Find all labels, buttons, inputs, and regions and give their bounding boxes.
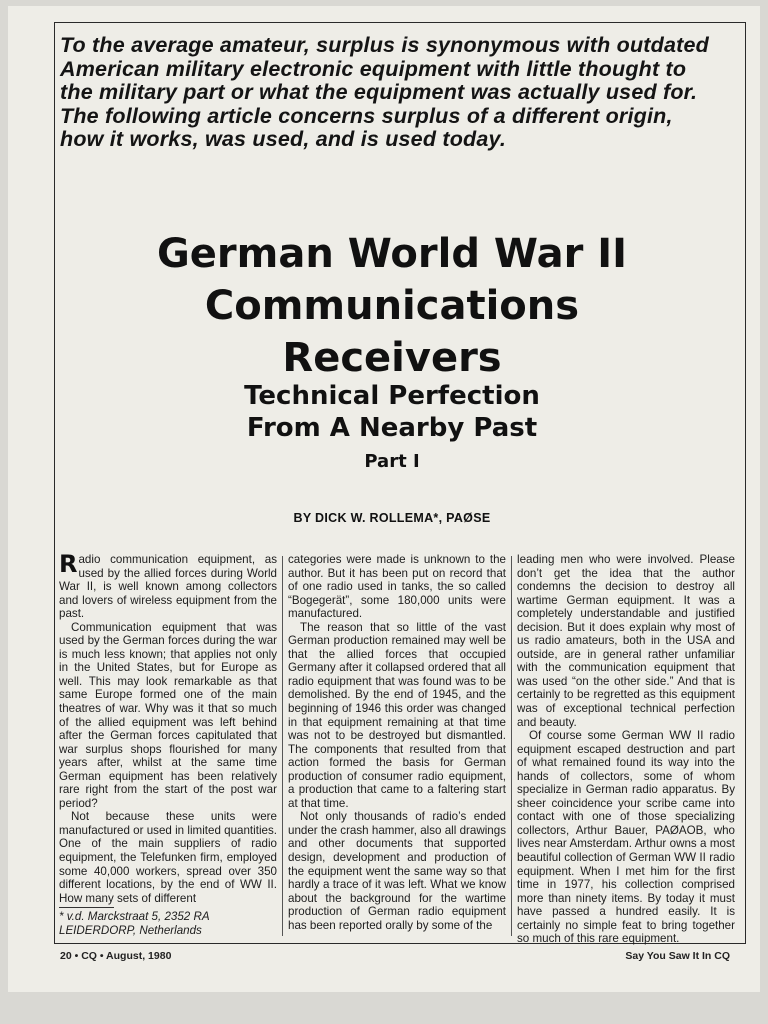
subtitle-line-1: Technical Perfection <box>244 381 540 411</box>
part-label: Part I <box>364 451 420 472</box>
text-column-3 <box>517 553 735 946</box>
page-footer-right: Say You Saw It In CQ <box>625 950 730 962</box>
page-footer-left: 20 • CQ • August, 1980 <box>60 950 172 962</box>
paragraph: Not because these units were manufactured or used in limited quantities. One of the main suppliers of radio equipment, the Telefunken firm, employed some 40,000 workers, spread over 350 different locations, by the end of WW II. How many sets of different <box>59 810 277 905</box>
paragraph: categories were made is unknown to the author. But it has been put on record that of one radio used in tanks, the so called “Bogegerät”, some 180,000 units were manufactured. <box>288 553 506 621</box>
paragraph: Communication equipment that was used by the German forces during the war is much less known; that applies not only in the United States, but for Europe as well. This may look remarkable as that same Europe formed one of the main theatres of war. Why was it that so much of the allied equipment was left behind after the German forces capitulated that war surplus shops flourished for many years after, whilst at the same time German equipment has been relatively rare right from the start of the post war period? <box>59 620 277 810</box>
text-column-1 <box>59 550 277 905</box>
title-line-2: Communications <box>204 283 580 329</box>
paragraph: Of course some German WW II radio equipment escaped destruction and part of what remained found its way into the hands of collectors, some of whom specialize in German radio apparatus. By sheer coincidence your scribe came into contact with one of those specializing collectors, Arthur Bauer, PAØAOB, who lives near Amsterdam. Arthur owns a most beautiful collection of German WW II radio equipment. When I met him for the first time in 1977, his collection comprised more than ninety items. By today it must have passed a hundred easily. It is certainly no simple feat to bring together so much of this rare equipment. <box>517 729 735 946</box>
byline: BY DICK W. ROLLEMA*, PAØSE <box>293 511 491 525</box>
intro-blurb: To the average amateur, surplus is synonymous with outdated American military electronic equipment with little thought to the military part or what the equipment was actually used for. The following article concerns surplus of a different origin, how it works, was used, and is used today. <box>60 33 709 151</box>
paragraph: The reason that so little of the vast German production remained may well be that the allied forces that occupied Germany after it collapsed ordered that all radio equipment that was found was to be demolished. By the end of 1945, and the beginning of 1946 this order was changed in that equipment remaining at that time was not to be destroyed but dismantled. The components that resulted from that action formed the basis for German production of consumer radio equipment, a production that came to a faltering start at that time. <box>288 620 506 810</box>
paragraph: Radio communication equipment, as used by the allied forces during World War II, is well known among collectors and lovers of wireless equipment from the past. <box>59 550 277 621</box>
author-footnote: * v.d. Marckstraat 5, 2352 RA LEIDERDORP, Netherlands <box>59 910 210 937</box>
paragraph: leading men who were involved. Please don’t get the idea that the author condemns the decision to destroy all wartime German equipment. It was a completely understandable and justified decision. But it does explain why most of us radio amateurs, both in the USA and outside, are in general rather unfamiliar with the communication equipment that was used “on the other side.” And that is certainly to be regretted as this equipment was of exceptional technical perfection and beauty. <box>517 553 735 729</box>
drop-cap: R <box>59 550 78 578</box>
paragraph: Not only thousands of radio’s ended under the crash hammer, also all drawings and other documents that supported design, development and production of the equipment went the same way so that hardly a trace of it was left. What we know about the background for the wartime production of German radio equipment has been reported orally by some of the <box>288 810 506 932</box>
subtitle-line-2: From A Nearby Past <box>246 413 538 443</box>
title-line-1: German World War II <box>156 231 628 277</box>
article-title <box>48 228 736 384</box>
column-divider <box>282 556 283 936</box>
article-subtitle <box>48 380 736 444</box>
title-line-3: Receivers <box>282 335 502 381</box>
text-column-2 <box>288 553 506 932</box>
footnote-rule <box>59 907 114 908</box>
column-divider <box>511 556 512 936</box>
